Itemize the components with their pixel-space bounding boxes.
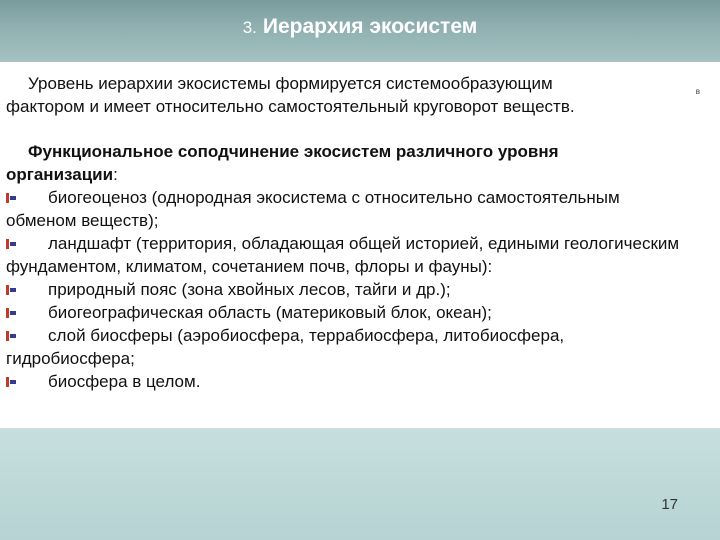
slide-header xyxy=(0,0,720,62)
list-item-text: биогеоценоз (однородная экосистема с относительно самостоятельным обменом веществ); xyxy=(6,188,620,230)
intro-line-2: фактором и имеет относительно самостоятельный круговорот веществ. xyxy=(6,97,575,116)
list-item-text: биогеографическая область (материковый блок, океан); xyxy=(48,303,492,322)
bullet-icon xyxy=(6,331,16,341)
list-item xyxy=(6,301,686,324)
intro-line-1: Уровень иерархии экосистемы формируется системообразующим xyxy=(28,74,553,93)
slide-content xyxy=(0,62,720,428)
list-item xyxy=(6,186,686,232)
bullet-icon xyxy=(6,239,16,249)
lead-colon: : xyxy=(113,165,118,184)
bullet-icon xyxy=(6,308,16,318)
list-item-text: природный пояс (зона хвойных лесов, тайги и др.); xyxy=(48,280,451,299)
subordination-lead-line-2 xyxy=(6,163,686,186)
intro-paragraph xyxy=(6,72,700,118)
list-item xyxy=(6,324,686,370)
page-number: 17 xyxy=(661,496,678,513)
slide-title xyxy=(0,15,720,39)
slide-number-prefix: 3. xyxy=(242,18,257,37)
list-item xyxy=(6,232,686,278)
side-mark: в xyxy=(695,87,700,96)
list-item-text: биосфера в целом. xyxy=(48,372,201,391)
list-item xyxy=(6,278,686,301)
bullet-icon xyxy=(6,377,16,387)
subordination-lead-line-1: Функциональное соподчинение экосистем различного уровня xyxy=(28,142,559,161)
slide-title-text: Иерархия экосистем xyxy=(262,15,478,38)
list-item-text: слой биосферы (аэробиосфера, террабиосфера, литобиосфера, гидробиосфера; xyxy=(6,326,565,368)
subordination-block xyxy=(6,140,686,393)
lead-bold-word: организации xyxy=(6,165,114,184)
slide-footer xyxy=(0,428,720,540)
bullet-icon xyxy=(6,193,16,203)
list-item-text: ландшафт (территория, обладающая общей историей, едиными геологическим фундаментом, климатом, сочетанием почв, флоры и фауны): xyxy=(6,234,680,276)
list-item xyxy=(6,370,686,393)
bullet-icon xyxy=(6,285,16,295)
